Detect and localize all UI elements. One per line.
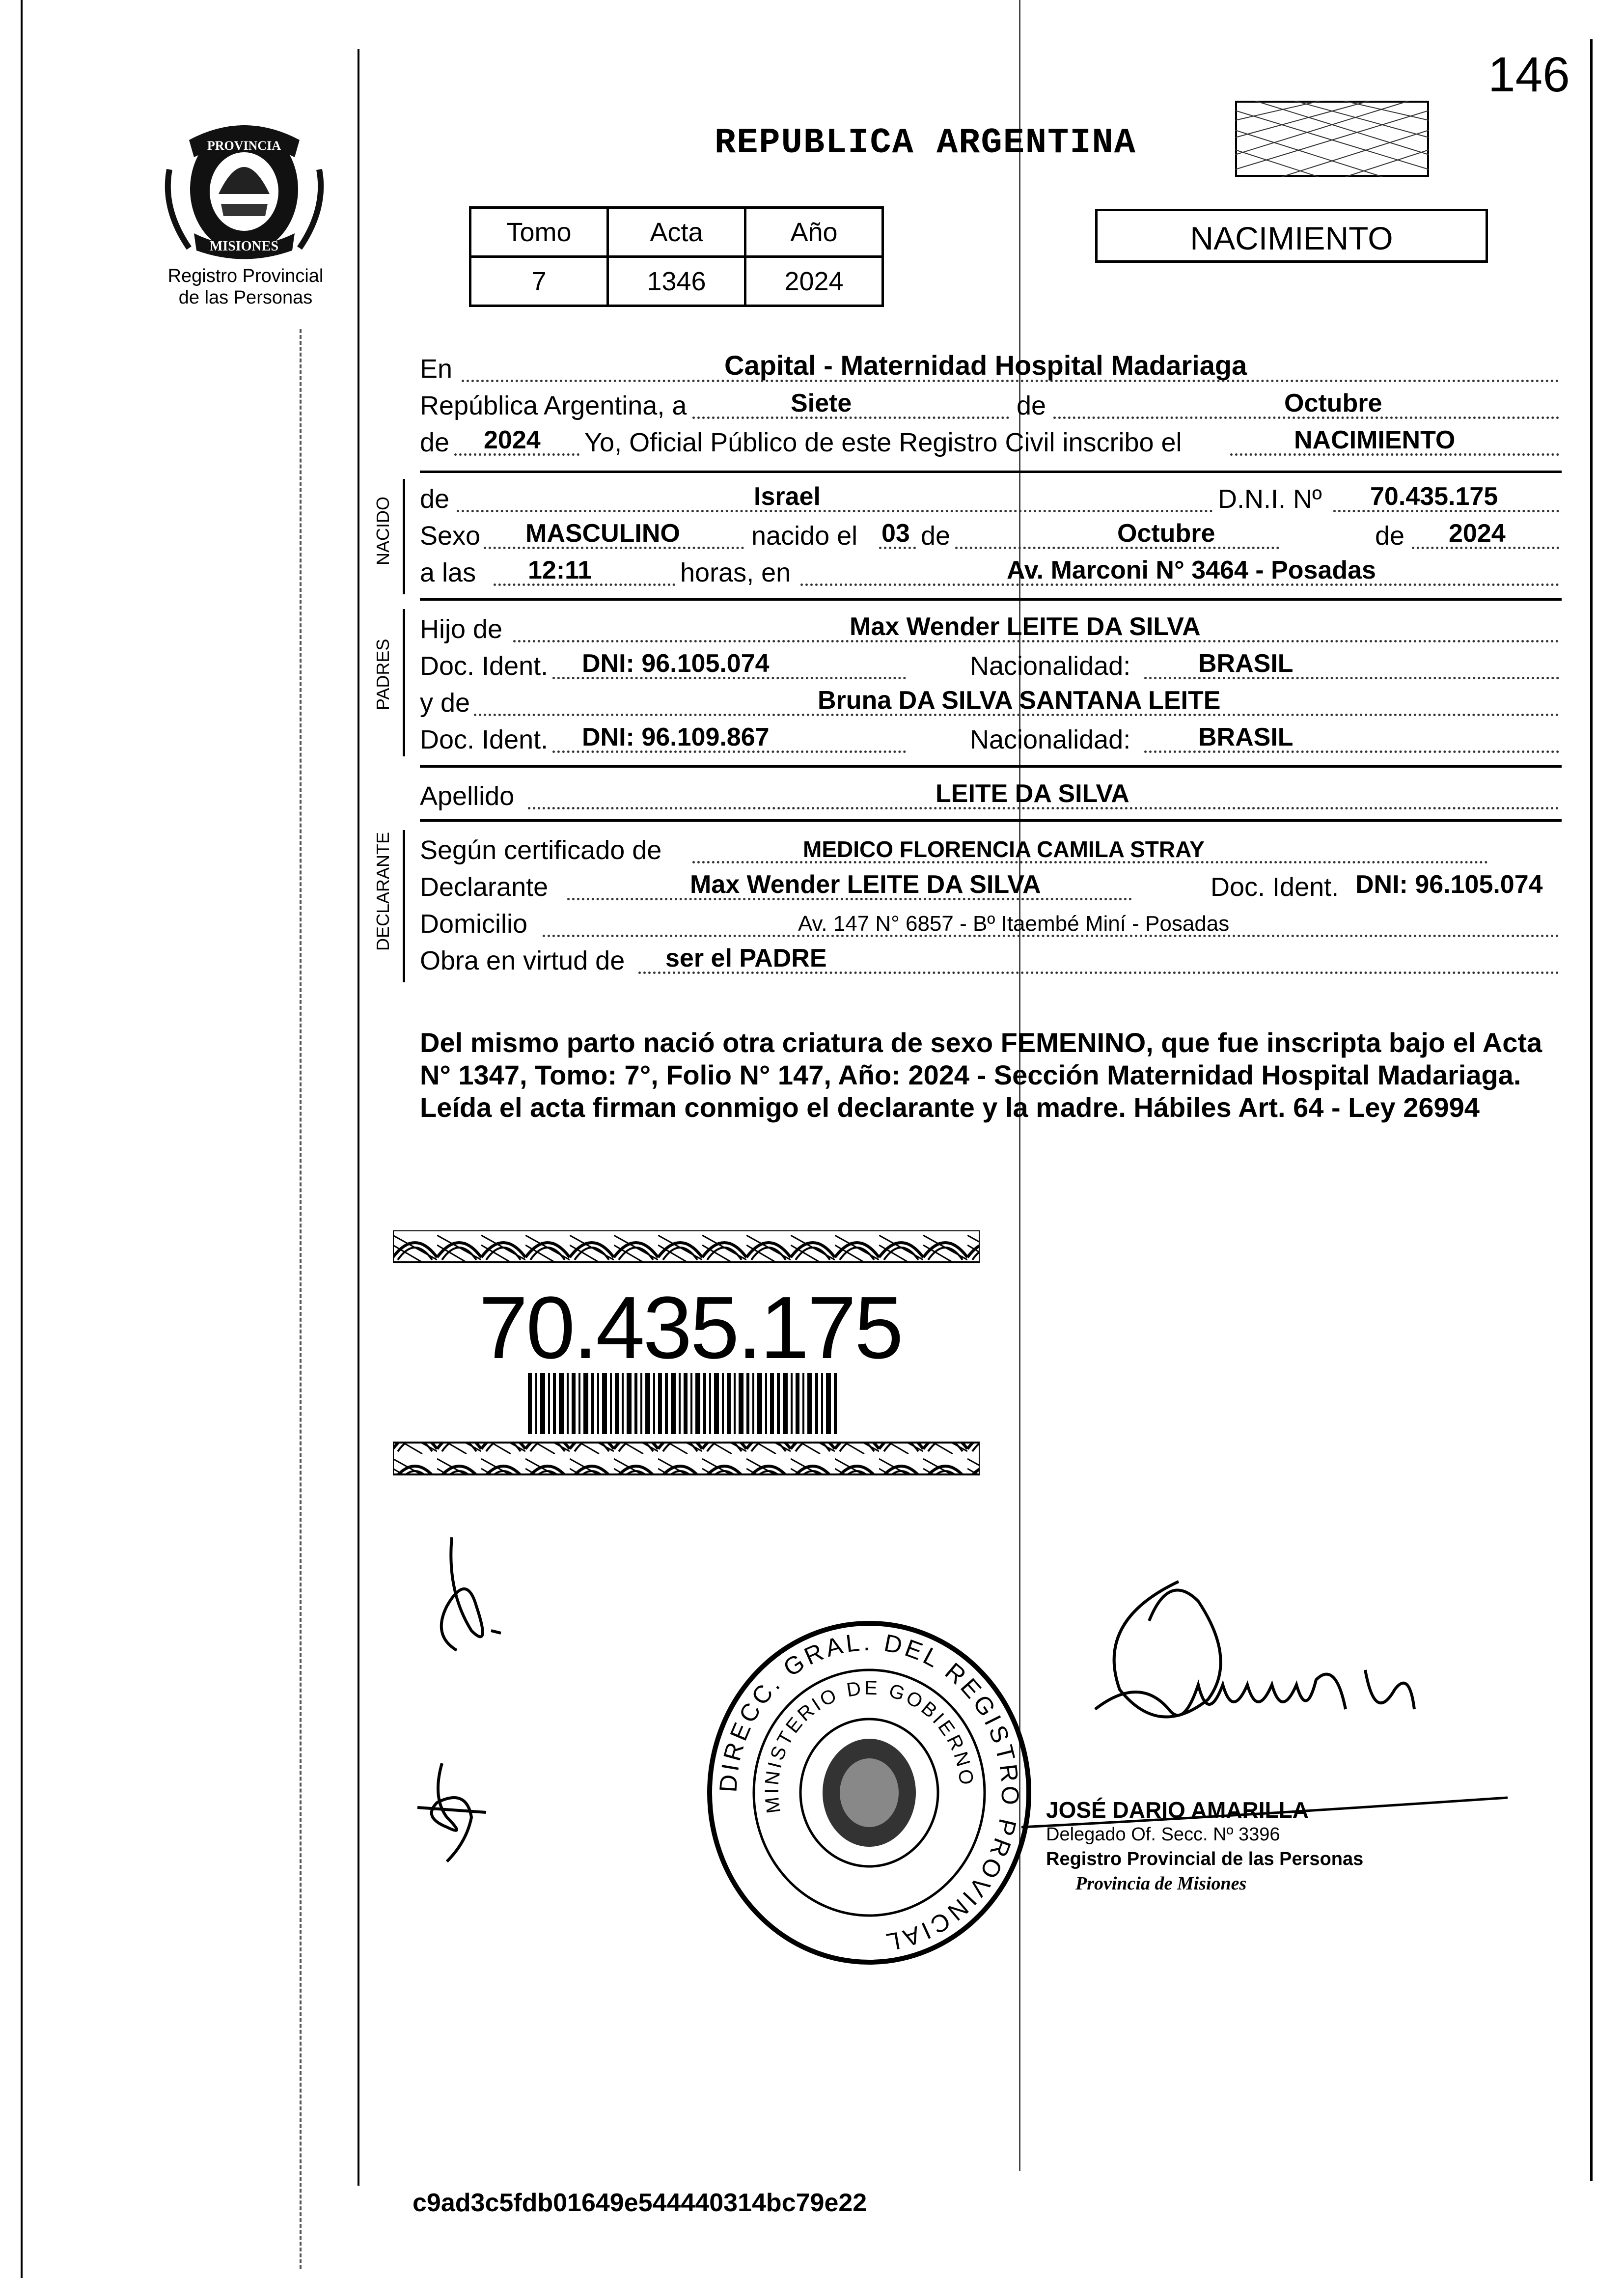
cert-value: MEDICO FLORENCIA CAMILA STRAY [803, 836, 1205, 862]
obra-value: ser el PADRE [665, 944, 827, 972]
seal-outer-text: DIRECC. GRAL. DEL REGISTRO PROVINCIAL [714, 1628, 1024, 1957]
padres-label: PADRES [373, 639, 393, 710]
alas-label: a las [420, 558, 476, 587]
de-label2: de [921, 521, 951, 551]
row-time [420, 553, 1559, 591]
rule-after-apellido [420, 819, 1562, 822]
decl-label: Declarante [420, 872, 549, 902]
row-mother-doc [420, 720, 1559, 758]
registry-label-line2: de las Personas [178, 287, 313, 308]
rule-after-nacido [420, 598, 1562, 601]
value-ano: 2024 [745, 257, 883, 306]
document-hash: c9ad3c5fdb01649e544440314bc79e22 [413, 2189, 867, 2217]
month-value: Octubre [1284, 389, 1382, 417]
padres-bar [403, 609, 405, 756]
en-label: En [420, 354, 453, 384]
row-mother [420, 683, 1559, 721]
hijo-label: Hijo de [420, 614, 503, 644]
mother-nat-label: Nacionalidad: [970, 725, 1131, 754]
official-office: Registro Provincial de las Personas [1046, 1849, 1364, 1869]
birth-year: 2024 [1449, 519, 1506, 548]
obra-label: Obra en virtud de [420, 946, 625, 975]
de-name-label: de [420, 484, 450, 514]
official-name-block [1046, 1798, 1363, 1896]
signature-declarant [417, 1532, 545, 1663]
page-number: 146 [1488, 47, 1570, 102]
svg-text:MISIONES: MISIONES [209, 239, 279, 254]
row-sex [420, 516, 1559, 554]
mother-doc-label: Doc. Ident. [420, 725, 549, 754]
child-dni: 70.435.175 [1370, 482, 1498, 511]
row-domicile [420, 904, 1559, 942]
birth-day: 03 [881, 519, 910, 548]
yde-label: y de [420, 688, 470, 718]
big-dni-number: 70.435.175 [479, 1278, 902, 1377]
father-doc: DNI: 96.105.074 [582, 649, 770, 678]
father-nationality: BRASIL [1198, 649, 1294, 678]
header-ano: Año [745, 208, 883, 257]
value-tomo: 7 [470, 257, 608, 306]
row-obra [420, 941, 1559, 979]
nacido-label: NACIDO [373, 496, 393, 565]
mother-doc: DNI: 96.109.867 [582, 723, 770, 751]
surname-value: LEITE DA SILVA [936, 779, 1129, 808]
horas-label: horas, en [680, 558, 791, 587]
declarante-label: DECLARANTE [373, 832, 393, 951]
signature-mother [413, 1758, 511, 1869]
header-tomo: Tomo [470, 208, 608, 257]
dni-label: D.N.I. Nº [1218, 484, 1322, 514]
row-father [420, 609, 1559, 647]
row-declarant [420, 867, 1559, 905]
row-certificate [420, 830, 1559, 868]
rep-label: República Argentina, a [420, 391, 687, 420]
official-seal [702, 1616, 1036, 1972]
dom-label: Domicilio [420, 909, 528, 939]
content-left-rule [358, 49, 359, 2186]
official-role: Delegado Of. Secc. Nº 3396 [1046, 1824, 1280, 1845]
record-type-box: NACIMIENTO [1095, 209, 1488, 263]
rule-after-padres [420, 765, 1562, 768]
birth-month: Octubre [1117, 519, 1215, 548]
declarant-doc: DNI: 96.105.074 [1355, 870, 1543, 899]
mother-nationality: BRASIL [1198, 723, 1294, 751]
decl-doc-label: Doc. Ident. [1211, 872, 1339, 902]
act-type-value: NACIMIENTO [1294, 426, 1456, 454]
cert-label: Según certificado de [420, 835, 662, 865]
nacido-bar [403, 479, 405, 594]
registry-label [138, 265, 354, 308]
sexo-label: Sexo [420, 521, 481, 551]
record-table [469, 206, 884, 307]
header-acta: Acta [608, 208, 745, 257]
province-logo [160, 111, 329, 263]
official-province: Provincia de Misiones [1075, 1873, 1247, 1894]
row-place [420, 349, 1559, 387]
row-name [420, 479, 1559, 517]
birth-address: Av. Marconi N° 3464 - Posadas [1007, 556, 1376, 584]
fold-dash-line [300, 329, 302, 2269]
apellido-label: Apellido [420, 781, 515, 811]
de-label: de [1017, 391, 1046, 420]
de2-label: de [420, 428, 450, 457]
declarant-name: Max Wender LEITE DA SILVA [690, 870, 1041, 899]
row-surname [420, 776, 1559, 814]
child-name: Israel [754, 482, 821, 511]
nacido-el-label: nacido el [751, 521, 858, 551]
additional-note: Del mismo parto nació otra criatura de sexo FEMENINO, que fue inscripta bajo el Acta N° 1347, Tomo: 7°, Folio N° 147, Año: 2024 - Sección Maternidad Hospital Madariaga. Leída el acta firman conmigo el declarante y la madre. Hábiles Art. 64 - Ley 26994 [420, 1027, 1542, 1123]
mother-name: Bruna DA SILVA SANTANA LEITE [818, 686, 1221, 715]
right-margin-line [1590, 39, 1593, 2181]
seal-inner-text: MINISTERIO DE GOBIERNO [761, 1677, 978, 1815]
declarante-bar [403, 830, 405, 982]
sexo-value: MASCULINO [525, 519, 680, 548]
de-label3: de [1375, 521, 1405, 551]
registry-label-line1: Registro Provincial [167, 266, 324, 286]
officer-text: Yo, Oficial Público de este Registro Civil inscribo el [584, 428, 1182, 457]
official-name: JOSÉ DARIO AMARILLA [1046, 1797, 1309, 1823]
left-margin-line [21, 0, 23, 2278]
row-officer [420, 422, 1559, 461]
country-title: REPUBLICA ARGENTINA [715, 123, 1136, 163]
row-father-doc [420, 646, 1559, 684]
father-doc-label: Doc. Ident. [420, 651, 549, 681]
value-acta: 1346 [608, 257, 745, 306]
day-word: Siete [791, 389, 852, 417]
domicile-value: Av. 147 N° 6857 - Bº Itaembé Miní - Posadas [798, 912, 1230, 936]
rule-after-intro [420, 471, 1562, 473]
birth-time: 12:11 [528, 556, 592, 584]
svg-text:PROVINCIA: PROVINCIA [207, 139, 281, 153]
row-date [420, 386, 1559, 424]
security-stamp [1235, 101, 1429, 177]
father-nat-label: Nacionalidad: [970, 651, 1131, 681]
father-name: Max Wender LEITE DA SILVA [850, 612, 1201, 641]
place-value: Capital - Maternidad Hospital Madariaga [724, 350, 1247, 381]
year-value: 2024 [484, 426, 541, 454]
